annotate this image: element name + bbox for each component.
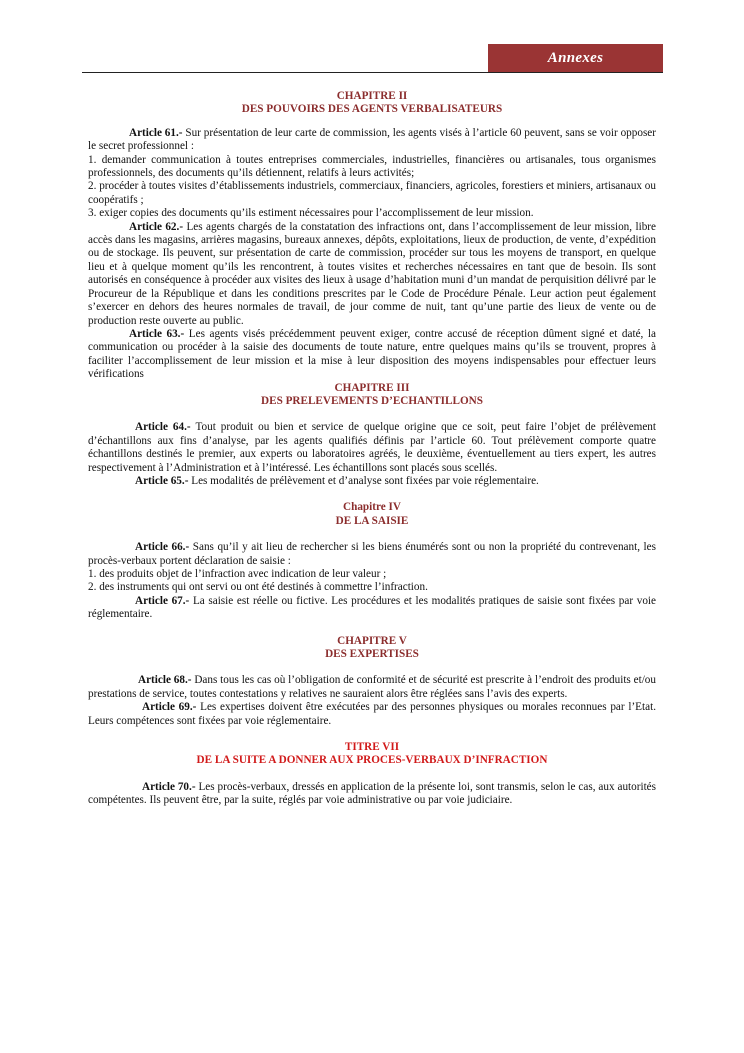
chapter-3-title: CHAPITRE III [334,381,410,394]
article-66-item-2: 2. des instruments qui ont servi ou ont été destinés à commettre l’infraction. [88,581,428,594]
chapter-4-title: Chapitre IV [343,501,401,514]
chapter-5-subtitle: DES EXPERTISES [325,648,419,661]
article-62 [88,221,656,328]
article-65 [88,475,656,488]
article-63 [88,328,656,382]
article-65-text: Les modalités de prélèvement et d’analyse sont fixées par voie réglementaire. [191,474,539,487]
article-64 [88,421,656,475]
chapter-5-title: CHAPITRE V [337,634,407,647]
article-64-label: Article 64.- [135,421,191,434]
article-67-text: La saisie est réelle ou fictive. Les procédures et les modalités pratiques de saisie sont fixées par voie réglementaire. [88,594,656,621]
chapter-3-subtitle: DES PRELEVEMENTS D’ECHANTILLONS [261,394,483,407]
article-68 [88,674,656,701]
chapter-2-title: CHAPITRE II [336,90,408,102]
article-62-text: Les agents chargés de la constatation des infractions ont, dans l’accomplissement de leur mission, libre accès dans les magasins, arrières magasins, bureaux annexes, dépôts, exploitations, lieux de production, de vente, d’expédition ou de stockage. Ils peuvent, sur présentation de carte de commission, procéder sur tous les moyens de transport, en quelque lieu et à quelque moment qu’ils les rencontrent, à toutes visites et recherches nécessaires en tant que de besoin. Ils sont autorisés en conséquence à procéder aux visites des lieux à usage d’habitation muni d’un mandat de perquisition délivré par le Procureur de la République et dans les conditions prescrites par le Code de Procédure Pénale. Leur action peut également s’exercer en dehors des heures normales de travail, de jour comme de nuit, tant qu’une partie des lieux de vente ou de production reste ouverte au public. [88,220,656,327]
article-67 [88,595,656,622]
article-61-item-2: 2. procéder à toutes visites d’établissements industriels, commerciaux, financiers, agricoles, forestiers et miniers, artisanaux ou coopératifs ; [88,180,656,206]
title-7: TITRE VII [344,741,400,754]
article-69-label: Article 69.- [142,701,197,714]
article-66-item-1: 1. des produits objet de l’infraction avec indication de leur valeur ; [88,568,387,580]
article-67-label: Article 67.- [135,594,190,607]
article-63-text: Les agents visés précédemment peuvent exiger, contre accusé de réception dûment signé et daté, la communication ou procéder à la saisie des documents de toute nature, entre quelques mains qu’ils se trouvent, propres à faciliter l’accomplissement de leur mission et la mise à leur disposition des moyens indispensables pour effectuer leurs vérifications [88,327,656,381]
section-tab-annexes: Annexes [488,44,663,73]
article-66-label: Article 66.- [135,541,190,554]
article-66 [88,541,656,568]
article-61-text: Sur présentation de leur carte de commission, les agents visés à l’article 60 peuvent, sans se voir opposer le secret professionnel : [88,126,656,153]
header-divider [82,72,663,73]
chapter-2-subtitle: DES POUVOIRS DES AGENTS VERBALISATEURS [241,103,503,116]
article-63-label: Article 63.- [129,327,185,340]
article-66-text: Sans qu’il y ait lieu de rechercher si les biens énumérés sont ou non la propriété du contrevenant, les procès-verbaux portent déclaration de saisie : [88,541,656,567]
article-70-text: Les procès-verbaux, dressés en application de la présente loi, sont transmis, selon le cas, aux autorités compétentes. Ils peuvent être, par la suite, réglés par voie administrative ou par voie judiciaire. [88,780,656,807]
article-61 [88,127,656,154]
article-65-label: Article 65.- [135,474,189,487]
title-7-subtitle: DE LA SUITE A DONNER AUX PROCES-VERBAUX D’INFRACTION [196,754,548,767]
article-69-text: Les expertises doivent être exécutées par des personnes physiques ou morales reconnues par l’Etat. Leurs compétences sont fixées par voie réglementaire. [88,701,656,727]
article-61-label: Article 61.- [129,126,183,139]
article-61-item-3: 3. exiger copies des documents qu’ils estiment nécessaires pour l’accomplissement de leur mission. [88,207,534,220]
article-64-text: Tout produit ou bien et service de quelque origine que ce soit, peut faire l’objet de prélèvement d’échantillons aux fins d’analyse, par les agents qualifiés définis par l’article 60. Tout prélèvement comporte quatre échantillons destinés le premier, aux experts ou laboratoires agréés, le deuxième, éventuellement au tiers expert, les autres respectivement à l’Administration et à l’intéressé. Les échantillons sont placés sous scellés. [88,421,656,474]
article-69 [88,701,656,728]
article-68-text: Dans tous les cas où l’obligation de conformité et de sécurité est prescrite à l’endroit des produits et/ou prestations de service, toutes contestations y relatives ne sauraient alors être réglées sans l’avis des experts. [88,674,656,700]
article-61-item-1: 1. demander communication à toutes entreprises commerciales, industrielles, financières ou artisanales, tous organismes professionnels, des documents qu’ils détiennent, relatifs à leurs activités; [88,153,656,180]
article-70 [88,781,656,808]
document-body [88,90,656,808]
article-68-label: Article 68.- [138,674,192,687]
article-62-label: Article 62.- [129,220,184,233]
article-70-label: Article 70.- [142,780,196,793]
chapter-4-subtitle: DE LA SAISIE [335,514,409,527]
